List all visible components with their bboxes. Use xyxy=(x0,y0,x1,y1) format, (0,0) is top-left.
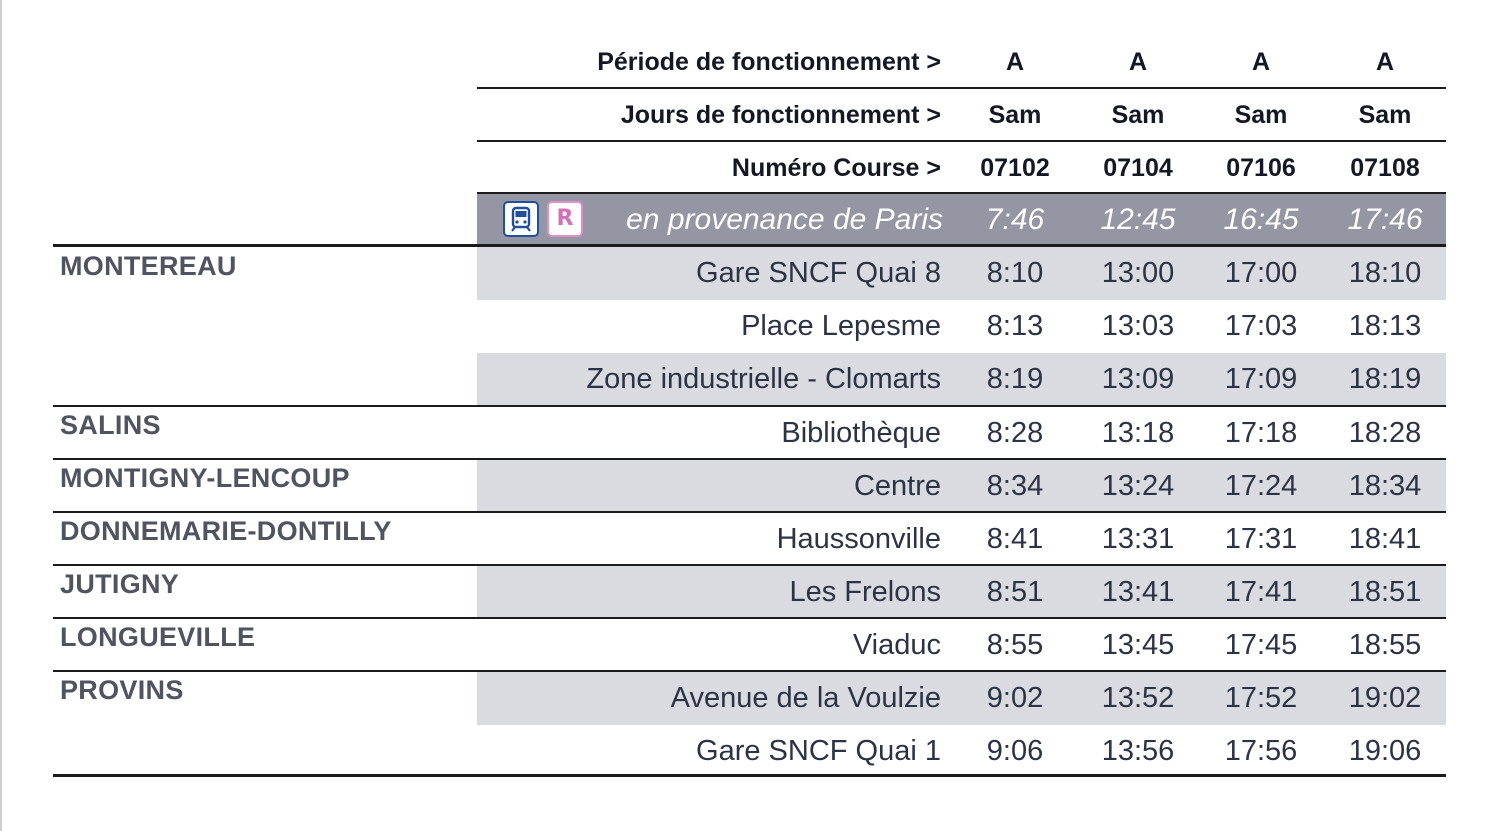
town-name: PROVINS xyxy=(60,675,184,705)
stop-name: Gare SNCF Quai 1 xyxy=(696,735,941,767)
stop-name: Avenue de la Voulzie xyxy=(670,682,941,714)
periode-label: Période de fonctionnement > xyxy=(597,48,941,76)
origin-time: 12:45 xyxy=(1100,203,1176,236)
header-periode-row xyxy=(477,36,1446,89)
stop-time: 17:41 xyxy=(1224,576,1298,608)
stop-row xyxy=(477,407,1446,460)
town-name: SALINS xyxy=(60,410,161,440)
stop-time: 13:45 xyxy=(1101,629,1175,661)
header-numero-row xyxy=(477,142,1446,195)
stop-time: 13:56 xyxy=(1101,735,1175,767)
stop-time: 9:02 xyxy=(986,682,1044,714)
stop-name: Viaduc xyxy=(852,629,941,661)
stop-time: 8:41 xyxy=(986,523,1044,555)
stop-row xyxy=(477,725,1446,778)
stop-time: 18:55 xyxy=(1348,629,1422,661)
stop-time: 17:18 xyxy=(1224,417,1298,449)
stop-time: 8:28 xyxy=(986,417,1044,449)
town-name: MONTIGNY-LENCOUP xyxy=(60,463,350,493)
stop-time: 13:52 xyxy=(1101,682,1175,714)
header-jours-row xyxy=(477,89,1446,142)
stop-time: 18:34 xyxy=(1348,470,1422,502)
town-name: MONTEREAU xyxy=(60,251,237,281)
periode-value: A xyxy=(1375,48,1395,76)
jours-value: Sam xyxy=(1234,101,1288,129)
stop-name: Place Lepesme xyxy=(741,310,941,342)
stop-time: 13:09 xyxy=(1101,363,1175,395)
stop-row xyxy=(477,619,1446,672)
stop-time: 17:09 xyxy=(1224,363,1298,395)
periode-value: A xyxy=(1128,48,1148,76)
stop-time: 18:28 xyxy=(1348,417,1422,449)
stop-time: 17:56 xyxy=(1224,735,1298,767)
stop-time: 18:51 xyxy=(1348,576,1422,608)
jours-value: Sam xyxy=(1111,101,1165,129)
stop-name: Bibliothèque xyxy=(781,417,941,449)
stop-row xyxy=(477,566,1446,619)
town-name: LONGUEVILLE xyxy=(60,622,256,652)
stop-name: Centre xyxy=(853,470,941,502)
stop-time: 18:41 xyxy=(1348,523,1422,555)
stop-time: 19:02 xyxy=(1348,682,1422,714)
stop-name: Les Frelons xyxy=(789,576,941,608)
stop-row xyxy=(477,672,1446,725)
stop-row xyxy=(477,247,1446,300)
course-number: 07104 xyxy=(1103,154,1173,182)
stop-time: 8:13 xyxy=(986,310,1044,342)
stop-row xyxy=(477,513,1446,566)
stop-time: 8:10 xyxy=(986,257,1044,289)
stop-row xyxy=(477,460,1446,513)
course-number: 07108 xyxy=(1350,154,1420,182)
stop-time: 18:10 xyxy=(1348,257,1422,289)
stop-time: 17:03 xyxy=(1224,310,1298,342)
town-name: DONNEMARIE-DONTILLY xyxy=(60,516,392,546)
stop-time: 9:06 xyxy=(986,735,1044,767)
stop-time: 17:31 xyxy=(1224,523,1298,555)
periode-value: A xyxy=(1251,48,1271,76)
stop-time: 13:03 xyxy=(1101,310,1175,342)
table-bottom-rule xyxy=(53,774,1446,777)
stop-time: 8:19 xyxy=(986,363,1044,395)
stop-time: 18:19 xyxy=(1348,363,1422,395)
stop-time: 13:24 xyxy=(1101,470,1175,502)
stop-time: 8:55 xyxy=(986,629,1044,661)
origin-label: en provenance de Paris xyxy=(626,203,943,236)
stop-time: 13:18 xyxy=(1101,417,1175,449)
stop-time: 17:24 xyxy=(1224,470,1298,502)
page-edge xyxy=(0,0,2,831)
town-name: JUTIGNY xyxy=(60,569,180,599)
stop-time: 17:00 xyxy=(1224,257,1298,289)
stop-time: 8:34 xyxy=(986,470,1044,502)
stop-name: Zone industrielle - Clomarts xyxy=(586,363,941,395)
train-icon xyxy=(503,201,539,237)
jours-value: Sam xyxy=(988,101,1042,129)
origin-time: 17:46 xyxy=(1347,203,1423,236)
rer-r-icon: R xyxy=(547,201,583,237)
stop-time: 13:00 xyxy=(1101,257,1175,289)
stop-time: 8:51 xyxy=(986,576,1044,608)
numero-label: Numéro Course > xyxy=(731,154,941,182)
stop-name: Haussonville xyxy=(776,523,941,555)
origin-row xyxy=(477,194,1446,245)
stop-time: 19:06 xyxy=(1348,735,1422,767)
stop-time: 13:41 xyxy=(1101,576,1175,608)
jours-value: Sam xyxy=(1358,101,1412,129)
origin-time: 7:46 xyxy=(985,203,1045,236)
stop-time: 18:13 xyxy=(1348,310,1422,342)
stop-time: 13:31 xyxy=(1101,523,1175,555)
stop-time: 17:52 xyxy=(1224,682,1298,714)
stop-row xyxy=(477,353,1446,406)
stop-name: Gare SNCF Quai 8 xyxy=(696,257,941,289)
train-icon-glyph xyxy=(505,203,537,235)
origin-time: 16:45 xyxy=(1223,203,1299,236)
periode-value: A xyxy=(1005,48,1025,76)
course-number: 07106 xyxy=(1226,154,1296,182)
stop-row xyxy=(477,300,1446,353)
jours-label: Jours de fonctionnement > xyxy=(620,101,941,129)
stop-time: 17:45 xyxy=(1224,629,1298,661)
course-number: 07102 xyxy=(980,154,1050,182)
